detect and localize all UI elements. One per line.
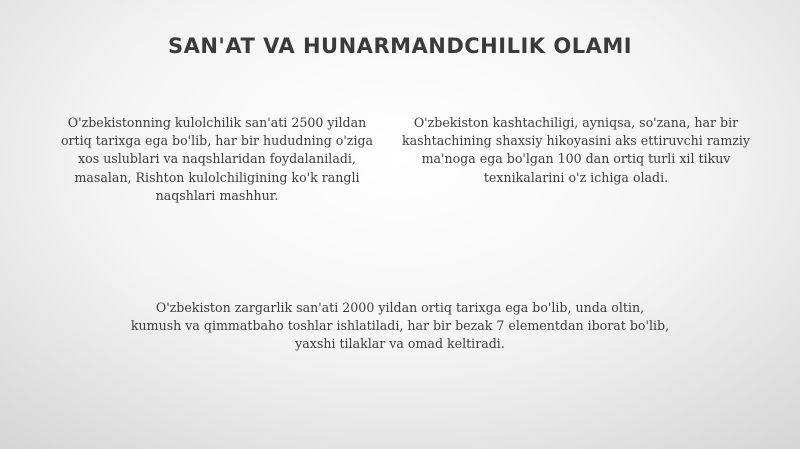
embroidery-paragraph: O'zbekiston kashtachiligi, ayniqsa, so'zana, har bir kashtachining shaxsiy hikoyasini aks ettiruvchi ramziy ma'noga ega bo'lgan 100 dan ortiq turli xil tikuv texnikalarini o'z ichiga oladi. <box>401 115 751 185</box>
jewelry-paragraph: O'zbekiston zargarlik san'ati 2000 yildan ortiq tarixga ega bo'lib, unda oltin, kumush va qimmatbaho toshlar ishlatiladi, har bir bezak 7 elementdan iborat bo'lib, yaxshi tilaklar va omad keltiradi. <box>130 300 670 352</box>
slide-title: SAN'AT VA HUNARMANDCHILIK OLAMI <box>167 34 633 58</box>
ceramics-paragraph: O'zbekistonning kulolchilik san'ati 2500 yildan ortiq tarixga ega bo'lib, har bir hududning o'ziga xos uslublari va naqshlaridan foydalaniladi, masalan, Rishton kulolchiligining ko'k rangli naqshlari mashhur. <box>60 115 374 203</box>
